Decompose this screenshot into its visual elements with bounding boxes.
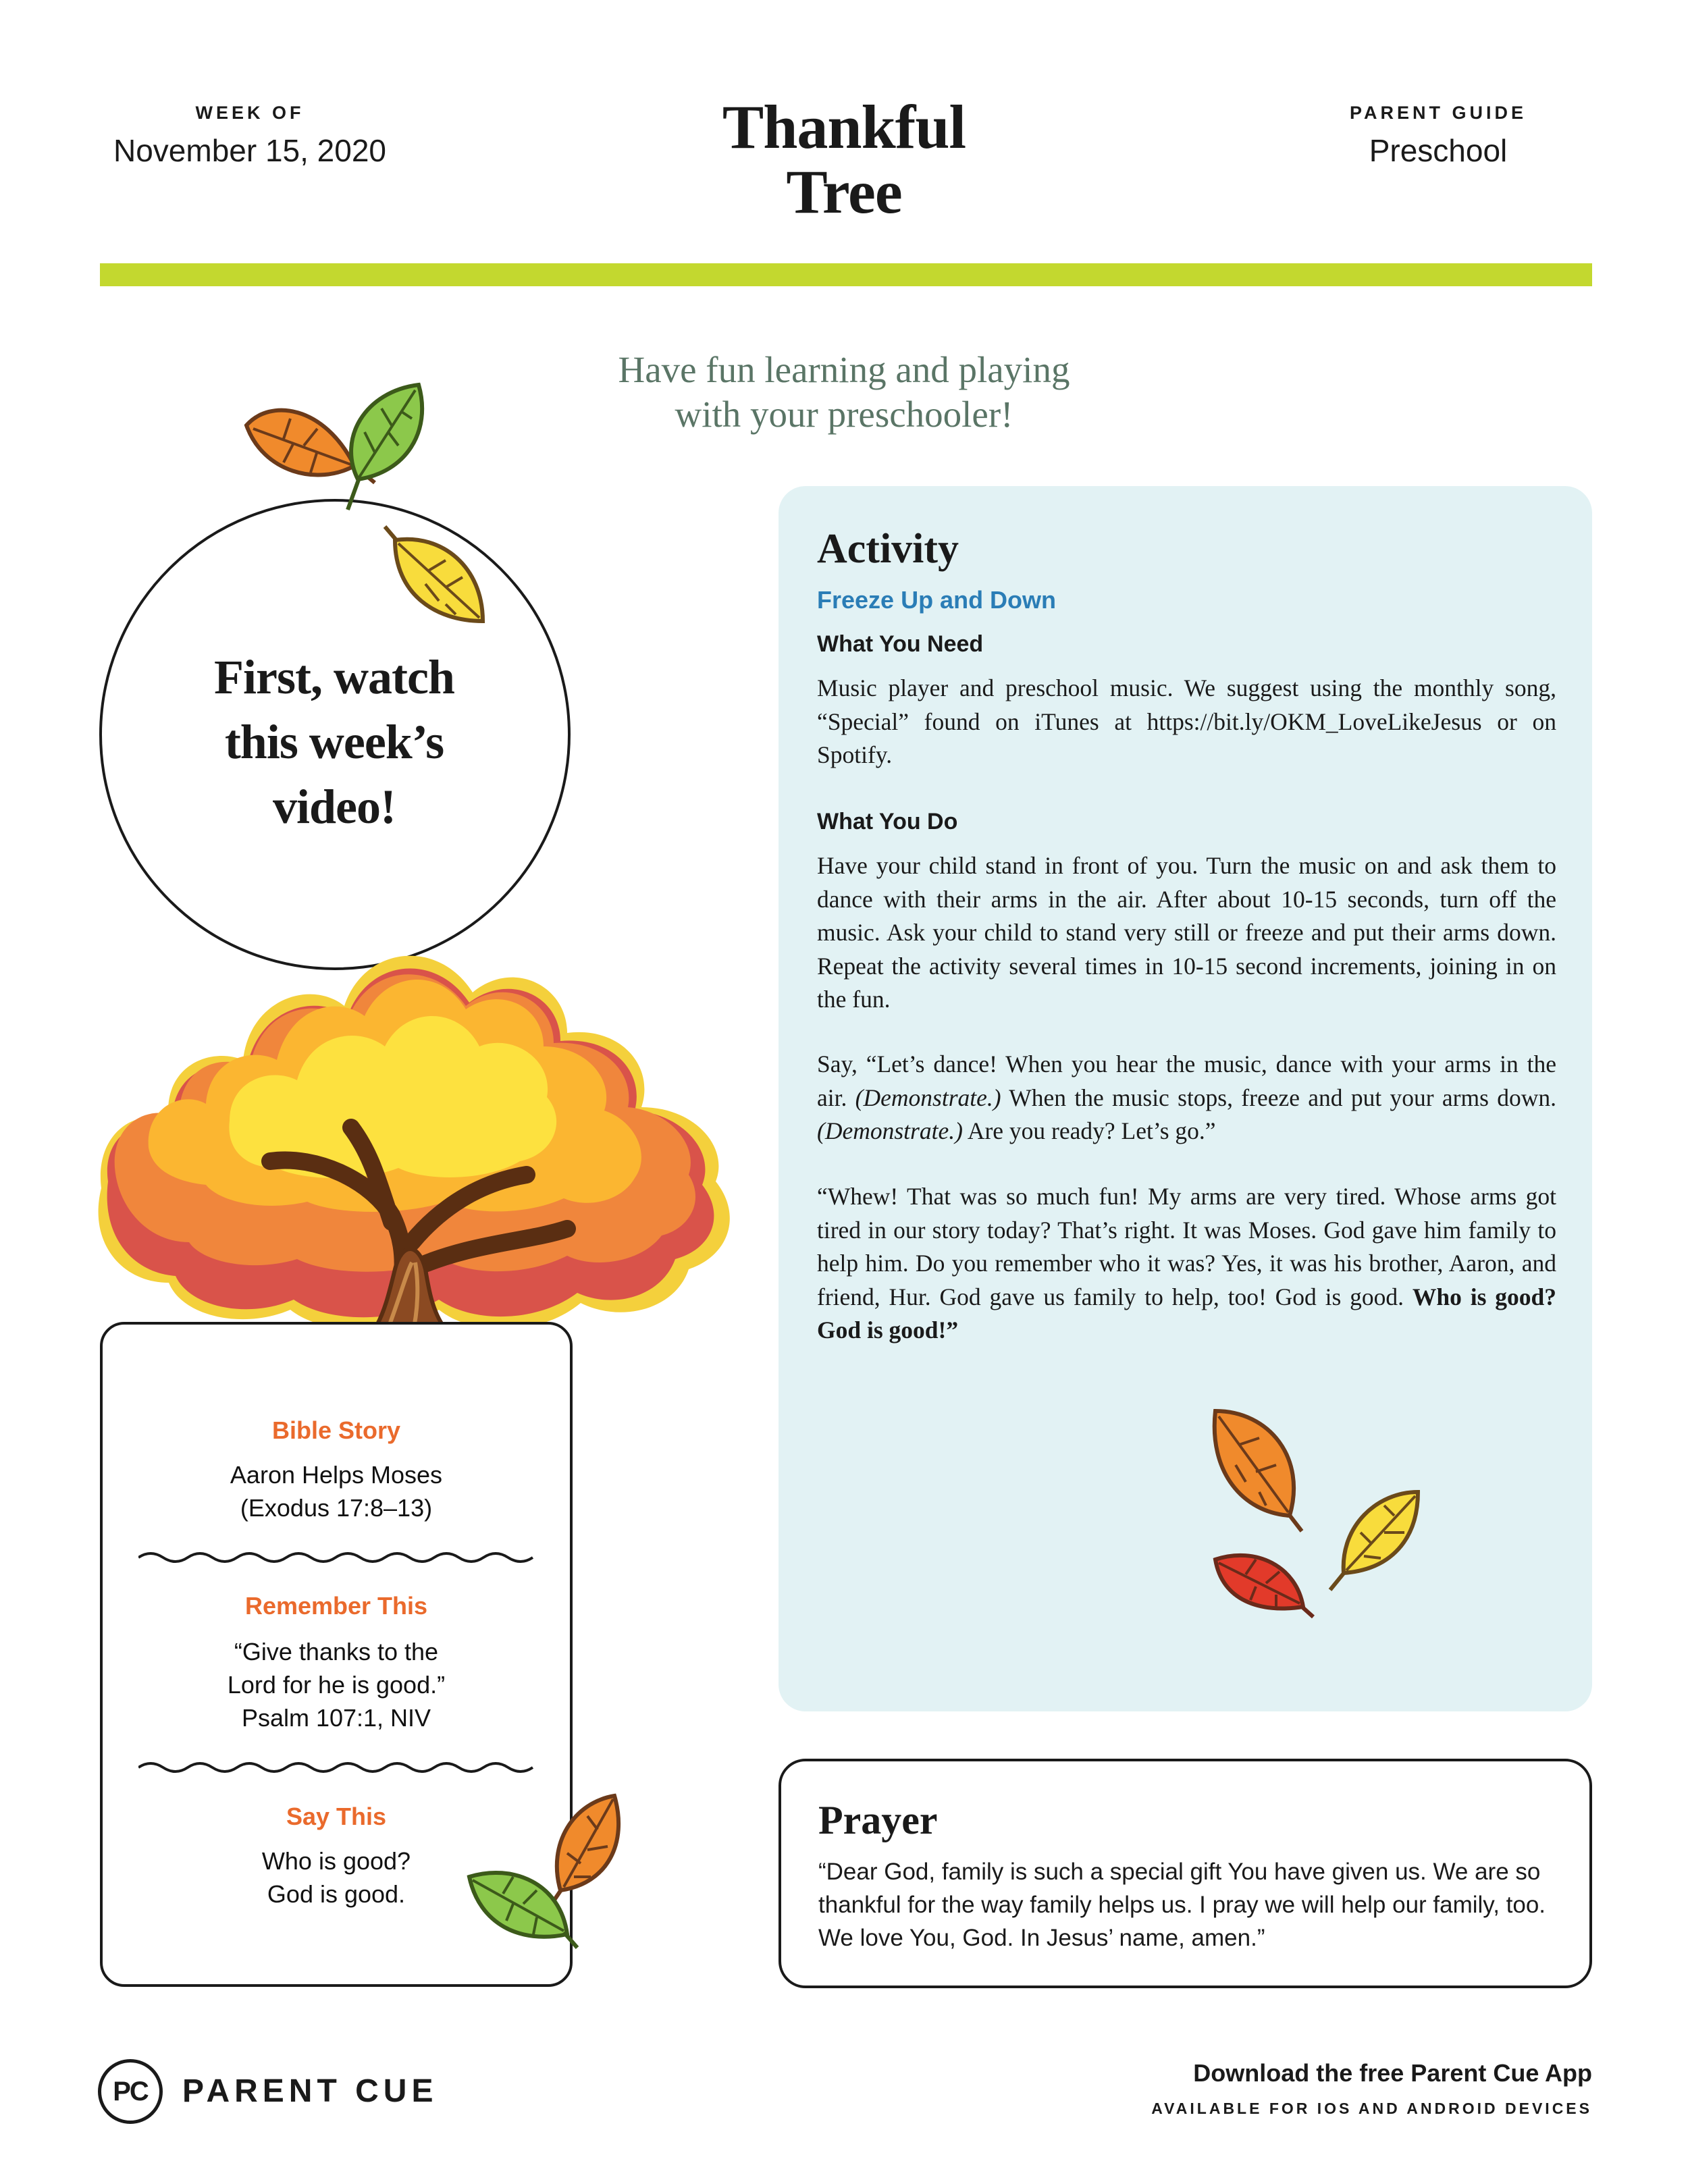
week-date: November 15, 2020 [113,133,387,168]
autumn-tree-icon [95,864,749,1391]
prayer-title: Prayer [818,1798,938,1842]
say-part-3: Are you ready? Let’s go.” [962,1117,1216,1144]
intro-line-1: Have fun learning and playing [618,349,1070,390]
page-title [641,92,1047,226]
app-availability: AVAILABLE FOR IOS AND ANDROID DEVICES [1151,2100,1592,2117]
say-part-2: When the music stops, freeze and put your arms down. [1001,1084,1556,1111]
week-label: WEEK OF [195,103,305,123]
bible-story-heading: Bible Story [271,1416,401,1444]
video-line-3: video! [273,780,396,834]
parent-cue-logo-text[interactable]: PARENT CUE [182,2073,438,2109]
parent-cue-logo-icon[interactable]: PC [98,2059,163,2124]
activity-leaves-icon [1202,1397,1431,1627]
what-you-need-heading: What You Need [817,631,984,657]
guide-value: Preschool [1369,133,1508,168]
say-this-heading: Say This [286,1803,387,1830]
what-you-do-text: Have your child stand in front of you. Turn the music on and ask them to dance with their arms in the air. After about 10-15 seconds, turn off the music. Ask your child to stand very still or freeze and put their arms down. Repeat the activity several times in 10-15 second increments, joining in on the fun. [817,852,1556,1013]
title-line-2: Tree [786,157,902,226]
accent-bar [100,263,1592,286]
say-this-line-2: God is good. [267,1880,406,1908]
wavy-divider [138,1759,533,1776]
bible-story-line-1: Aaron Helps Moses [230,1461,443,1489]
remember-line-2: Lord for he is good.” [227,1671,446,1699]
say-dance-paragraph [817,1048,1556,1148]
video-line-2: this week’s [224,715,444,769]
wavy-divider [138,1549,533,1566]
say-italic-2: (Demonstrate.) [817,1117,963,1144]
closing-text: “Whew! That was so much fun! My arms are very tired. Whose arms got tired in our story today? That’s right. It was Moses. God gave him family to help him. Do you remember who it was? Yes, it was his brother, Aaron, and friend, Hur. God gave us family to help, too! God is good. [817,1183,1556,1310]
closing-paragraph [817,1180,1556,1348]
orange-green-leaves-icon [230,378,446,513]
bible-story-line-2: (Exodus 17:8–13) [240,1494,433,1522]
say-this-line-1: Who is good? [261,1847,411,1875]
falling-leaves-icon [459,1789,689,1958]
what-you-need-text: Music player and preschool music. We suggest using the monthly song, “Special” found on iTunes at https://bit.ly/OKM_LoveLikeJesus or on Spotify. [817,674,1556,768]
say-part-1: Say, “Let’s dance! When you hear the music, dance with your arms in the air. [817,1050,1556,1111]
guide-label: PARENT GUIDE [1349,103,1527,123]
video-line-1: First, watch [214,650,454,704]
activity-subtitle: Freeze Up and Down [817,586,1057,614]
yellow-leaf-icon [381,520,490,628]
closing-bold: Who is good? God is good!” [817,1283,1556,1343]
video-prompt [169,645,500,839]
remember-line-1: “Give thanks to the [234,1638,439,1666]
intro-line-2: with your preschooler! [675,394,1013,435]
activity-title: Activity [817,526,959,572]
title-line-1: Thankful [722,92,966,161]
bible-story-text [100,1458,573,1524]
what-you-do-heading: What You Do [817,809,958,834]
prayer-text: “Dear God, family is such a special gift You have given us. We are so thankful for the way family helps us. I pray we will help our family, too. We love You, God. In Jesus’ name, amen.” [818,1859,1546,1951]
remember-line-3: Psalm 107:1, NIV [241,1704,431,1732]
say-italic-1: (Demonstrate.) [855,1084,1001,1111]
remember-text [100,1635,573,1734]
download-app-link[interactable]: Download the free Parent Cue App [1193,2059,1592,2087]
intro-text [473,348,1215,437]
remember-heading: Remember This [244,1592,428,1620]
